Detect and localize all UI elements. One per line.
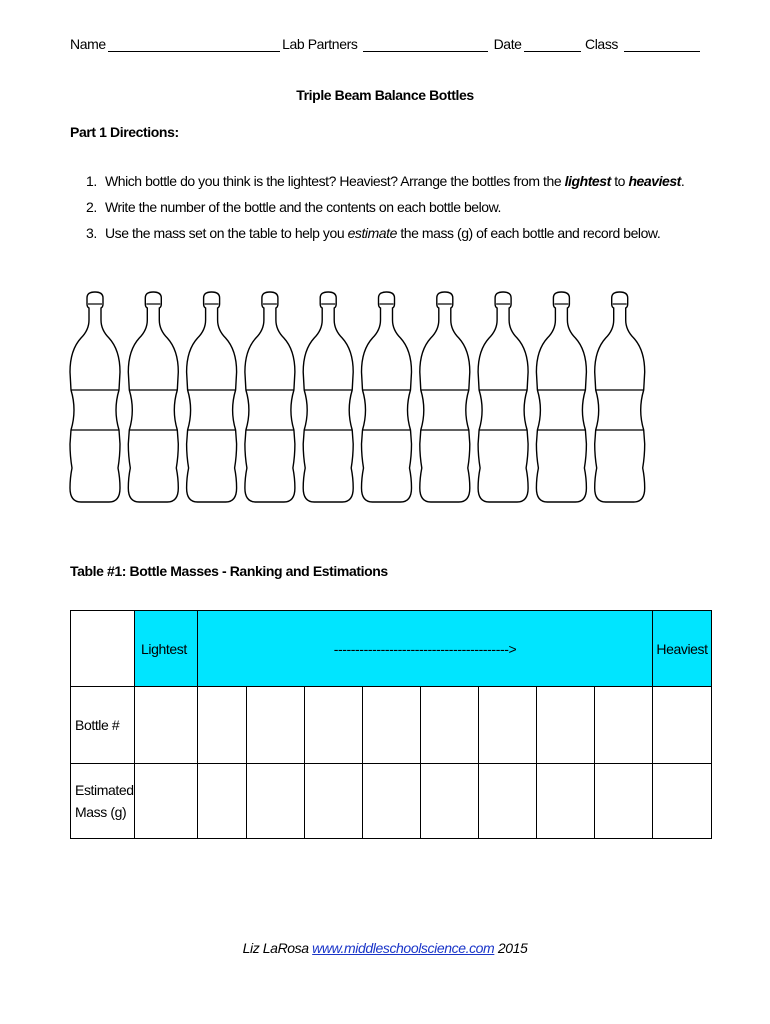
bottle-number-cell[interactable] [247,687,305,764]
bottle-outline [70,292,120,502]
mass-cell[interactable] [247,764,305,839]
arrow-header: -----------------------------------------> [198,611,653,687]
part1-heading: Part 1 Directions: [70,124,179,140]
bottle-number-cell[interactable] [305,687,363,764]
footer-year: 2015 [497,940,528,956]
bottle-number-cell[interactable] [479,687,537,764]
emphasis-lightest: lightest [564,173,611,189]
bottle-outline [187,292,237,502]
date-blank[interactable] [524,37,581,52]
bottle-number-cell[interactable] [421,687,479,764]
mass-cell[interactable] [198,764,247,839]
direction-text: Write the number of the bottle and the contents on each bottle below. [105,199,501,215]
bottle-outline [303,292,353,502]
footer-author: Liz LaRosa [242,940,309,956]
table-caption: Table #1: Bottle Masses - Ranking and Estimations [70,563,388,579]
footer-link[interactable]: www.middleschoolscience.com [312,940,495,956]
heaviest-header: Heaviest [653,611,712,687]
mass-cell[interactable] [305,764,363,839]
direction-text: to [610,173,629,189]
bottle-number-cell[interactable] [595,687,653,764]
name-blank[interactable] [108,37,280,52]
direction-item-3 [86,225,684,251]
direction-text: Use the mass set on the table to help you [105,225,348,241]
mass-cell[interactable] [135,764,198,839]
mass-cell[interactable] [479,764,537,839]
direction-text: Which bottle do you think is the lightest? Heaviest? Arrange the bottles from the [105,173,565,189]
direction-item-2 [86,199,684,225]
direction-item-1 [86,173,684,199]
class-label: Class [585,36,619,52]
bottle-number-cell[interactable] [135,687,198,764]
class-blank[interactable] [624,37,700,52]
table-row [71,764,712,839]
emphasis-heaviest: heaviest [628,173,681,189]
direction-text: . [680,173,685,189]
date-label: Date [493,36,522,52]
directions-list [86,173,684,251]
emphasis-estimate: estimate [347,225,397,241]
bottle-number-cell[interactable] [198,687,247,764]
row-label-bottle-number: Bottle # [71,687,135,764]
bottle-outline [362,292,412,502]
lab-partners-label: Lab Partners [282,36,358,52]
header-fields [70,36,702,52]
footer-credit [0,940,770,956]
direction-number: 2. [86,199,97,215]
table-row [71,687,712,764]
bottle-outline [128,292,178,502]
bottle-outline [420,292,470,502]
corner-cell [71,611,135,687]
bottle-number-cell[interactable] [653,687,712,764]
bottle-outline [536,292,586,502]
lightest-header: Lightest [135,611,198,687]
mass-cell[interactable] [421,764,479,839]
lab-partners-blank[interactable] [363,37,487,52]
bottle-outline [478,292,528,502]
direction-number: 3. [86,225,97,241]
mass-cell[interactable] [653,764,712,839]
row-label-estimated-mass: Estimated Mass (g) [71,764,135,839]
direction-number: 1. [86,173,97,189]
mass-cell[interactable] [595,764,653,839]
bottles-illustration [67,290,707,506]
bottle-number-cell[interactable] [363,687,421,764]
mass-cell[interactable] [363,764,421,839]
bottle-number-cell[interactable] [537,687,595,764]
direction-text: the mass (g) of each bottle and record below. [396,225,661,241]
bottle-mass-table [70,610,712,839]
bottle-outline [595,292,645,502]
page-title: Triple Beam Balance Bottles [296,87,474,103]
mass-cell[interactable] [537,764,595,839]
name-label: Name [70,36,106,52]
bottle-outline [245,292,295,502]
